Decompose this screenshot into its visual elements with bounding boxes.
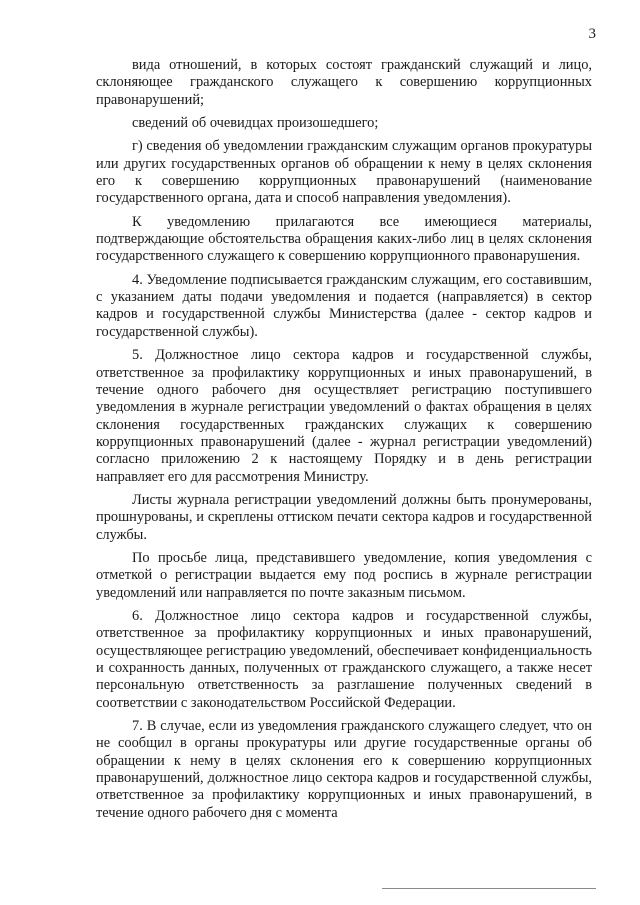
- paragraph-continuation: вида отношений, в которых состоят гражданский служащий и лицо, склоняющее гражданского служащего к совершению коррупционных правонарушений;: [96, 57, 592, 108]
- paragraph-item-6: 6. Должностное лицо сектора кадров и государственной службы, ответственное за профилактику коррупционных и иных правонарушений, осуществляющее регистрацию уведомлений, обеспечивает конфиденциальность и сохранность данных, полученных от гражданского служащего, а также несет персональную ответственность за разглашение полученных сведений в соответствии с законодательством Российской Федерации.: [96, 607, 592, 711]
- paragraph-copy-request: По просьбе лица, представившего уведомление, копия уведомления с отметкой о регистрации выдается ему под роспись в журнале регистрации уведомлений или направляется по почте заказным письмом.: [96, 549, 592, 601]
- paragraph-item-g: г) сведения об уведомлении гражданским служащим органов прокуратуры или других государственных органов об обращении к нему в целях склонения его к совершению коррупционных правонарушений (наименование государственного органа, дата и способ направления уведомления).: [96, 138, 592, 207]
- paragraph-item-4: 4. Уведомление подписывается гражданским служащим, его составившим, с указанием даты подачи уведомления и подается (направляется) в сектор кадров и государственной службы Министерства (далее - сектор кадров и государственной службы).: [96, 271, 592, 340]
- paragraph-witnesses: сведений об очевидцах произошедшего;: [132, 115, 379, 132]
- paragraph-item-5: 5. Должностное лицо сектора кадров и государственной службы, ответственное за профилактику коррупционных и иных правонарушений, в течение одного рабочего дня осуществляет регистрацию поступившего уведомления в журнале регистрации уведомлений о фактах обращения в целях склонения государственных гражданских служащих к совершению коррупционных правонарушений (далее - журнал регистрации уведомлений) согласно приложению 2 к настоящему Порядку и в день регистрации направляет его для рассмотрения Министру.: [96, 347, 592, 485]
- paragraph-journal-sheets: Листы журнала регистрации уведомлений должны быть пронумерованы, прошнурованы, и скреплены оттиском печати сектора кадров и государственной службы.: [96, 491, 592, 543]
- footer-rule: [382, 888, 596, 889]
- paragraph-attachments: К уведомлению прилагаются все имеющиеся материалы, подтверждающие обстоятельства обращения каких-либо лиц в целях склонения государственного служащего к совершению коррупционного правонарушения.: [96, 213, 592, 265]
- paragraph-item-7: 7. В случае, если из уведомления гражданского служащего следует, что он не сообщил в органы прокуратуры или другие государственные органы об обращении к нему в целях склонения его к совершению коррупционных правонарушений, должностное лицо сектора кадров и государственной службы, ответственное за профилактику коррупционных и иных правонарушений, в течение одного рабочего дня с момента: [96, 718, 592, 821]
- page-number: 3: [588, 26, 596, 42]
- document-body: [96, 57, 592, 828]
